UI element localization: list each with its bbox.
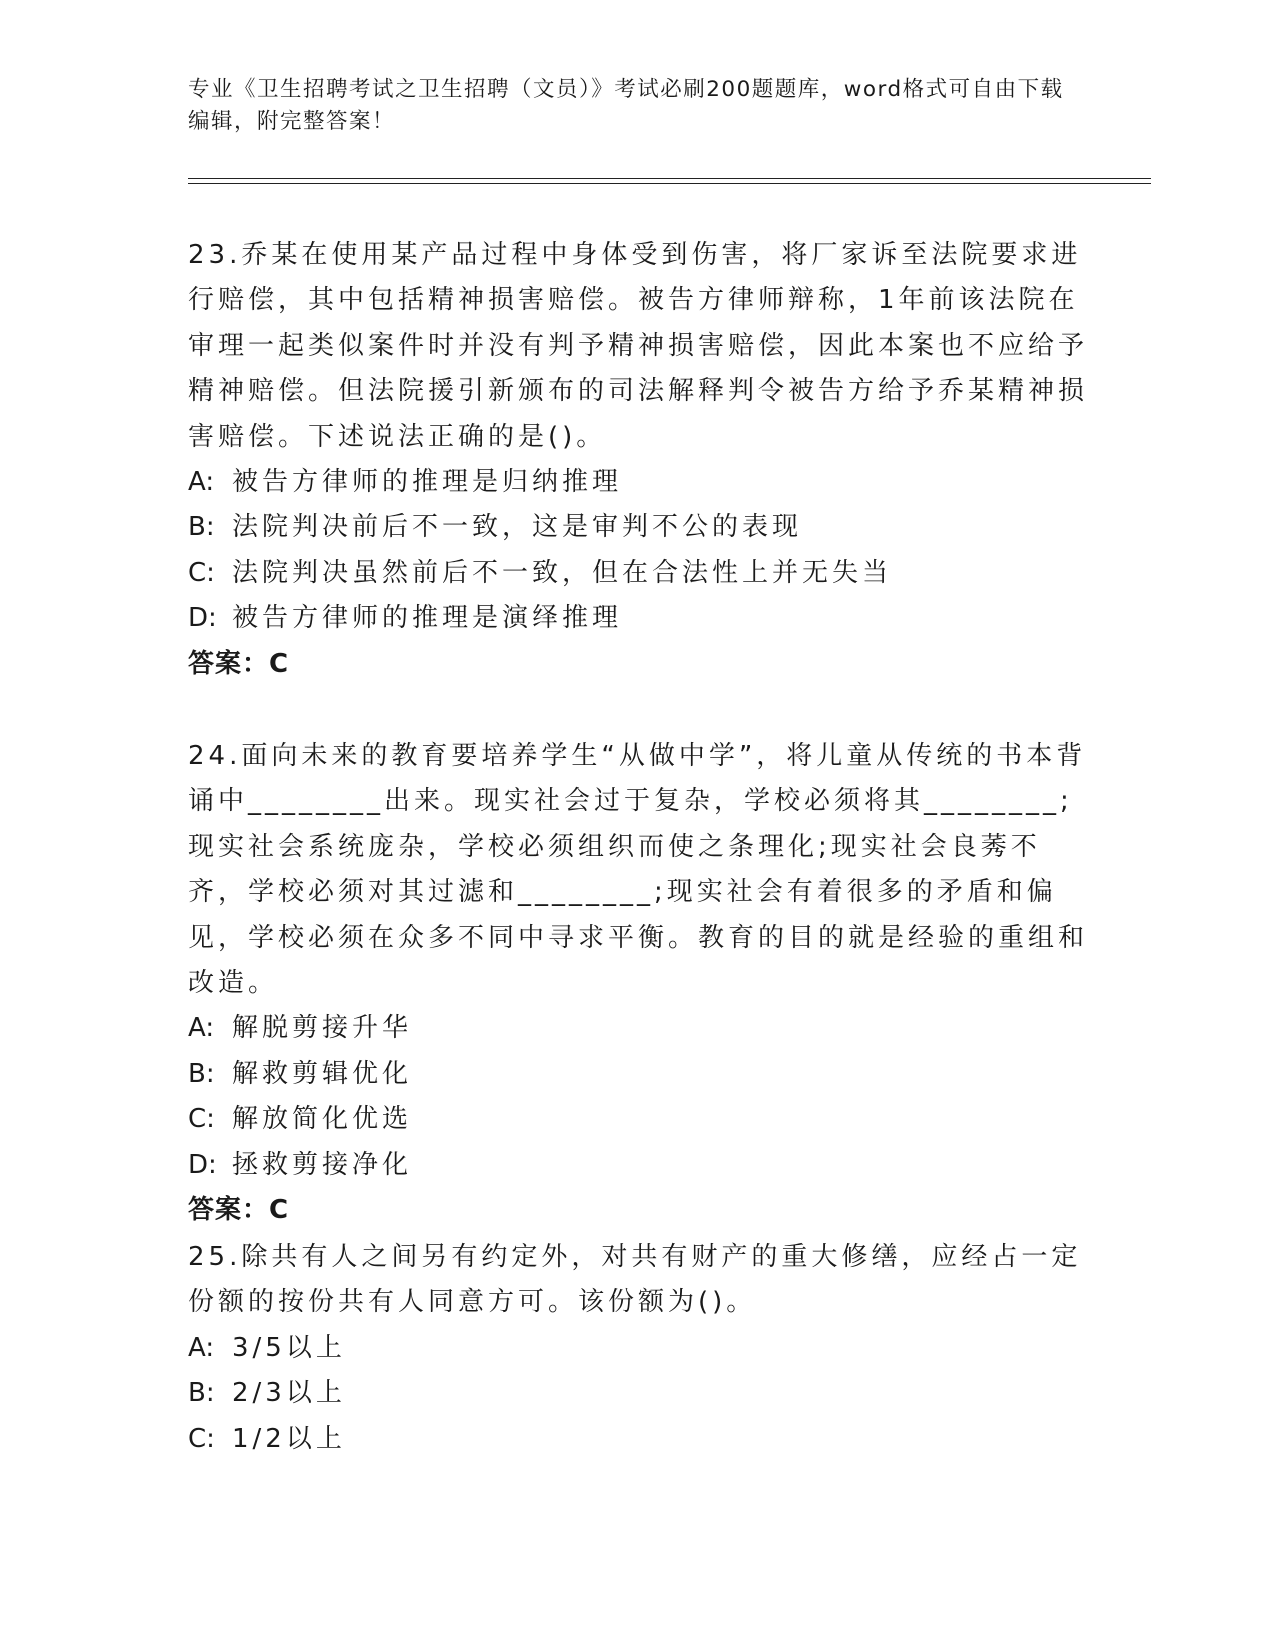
option-text: 拯救剪接净化 [232,1149,413,1180]
option-d [188,596,1088,641]
document-header: 专业《卫生招聘考试之卫生招聘（文员）》考试必刷200题题库，word格式可自由下载编辑，附完整答案！ [188,77,1064,134]
header-rule-top [188,178,1151,179]
option-text: 法院判决虽然前后不一致，但在合法性上并无失当 [232,557,893,588]
option-b [188,1371,1088,1416]
question-25 [188,1235,1088,1462]
option-text: 解放简化优选 [232,1104,413,1135]
option-label: B: [188,1058,215,1089]
option-label: C: [188,1423,215,1454]
option-c [188,1097,1088,1142]
option-a [188,1326,1088,1371]
option-text: 解脱剪接升华 [232,1013,413,1044]
option-text: 解救剪辑优化 [232,1058,413,1089]
option-label: D: [188,1149,217,1180]
header-rule-bottom [188,183,1151,184]
option-c [188,1417,1088,1462]
option-b [188,505,1088,550]
question-23 [188,233,1088,687]
option-label: C: [188,557,215,588]
option-a [188,460,1088,505]
option-text: 被告方律师的推理是演绎推理 [232,603,623,634]
option-label: C: [188,1104,215,1135]
option-label: A: [188,467,215,498]
question-stem: 25.除共有人之间另有约定外，对共有财产的重大修缮，应经占一定份额的按份共有人同意方可。该份额为()。 [188,1242,1082,1318]
option-text: 3/5以上 [232,1332,346,1363]
option-d [188,1143,1088,1188]
option-label: D: [188,603,217,634]
answer: 答案：C [188,648,290,679]
option-b [188,1052,1088,1097]
answer: 答案：C [188,1195,290,1226]
option-label: B: [188,512,215,543]
option-text: 1/2以上 [232,1423,346,1454]
question-24 [188,734,1088,1233]
option-c [188,551,1088,596]
option-text: 被告方律师的推理是归纳推理 [232,467,623,498]
option-text: 法院判决前后不一致，这是审判不公的表现 [232,512,803,543]
question-stem: 24.面向未来的教育要培养学生“从做中学”，将儿童从传统的书本背诵中________出来。现实社会过于复杂，学校必须将其________;现实社会系统庞杂，学校必须组织而使之条理化;现实社会良莠不齐，学校必须对其过滤和________;现实社会有着很多的矛盾和偏见，学校必须在众多不同中寻求平衡。教育的目的就是经验的重组和改造。 [188,741,1089,999]
option-label: A: [188,1013,215,1044]
option-a [188,1006,1088,1051]
option-label: A: [188,1332,215,1363]
option-label: B: [188,1378,215,1409]
question-stem: 23.乔某在使用某产品过程中身体受到伤害，将厂家诉至法院要求进行赔偿，其中包括精神损害赔偿。被告方律师辩称，1年前该法院在审理一起类似案件时并没有判予精神损害赔偿，因此本案也不应给予精神赔偿。但法院援引新颁布的司法解释判令被告方给予乔某精神损害赔偿。下述说法正确的是()。 [188,240,1089,452]
option-text: 2/3以上 [232,1378,346,1409]
